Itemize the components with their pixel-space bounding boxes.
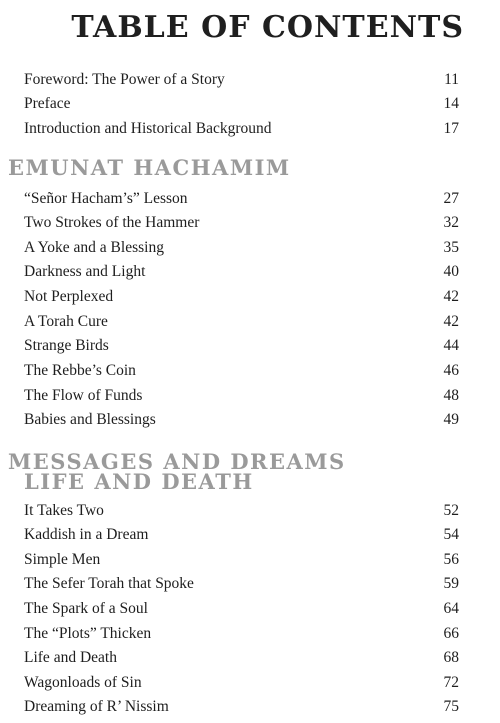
toc-entry[interactable] — [24, 384, 459, 408]
toc-entry[interactable] — [24, 572, 459, 596]
toc-entry-page: 14 — [443, 95, 459, 112]
toc-entry[interactable] — [24, 334, 459, 358]
toc-entry-title: It Takes Two — [24, 502, 104, 519]
toc-entry-page: 59 — [443, 575, 459, 592]
toc-entry-title: The Flow of Funds — [24, 387, 143, 404]
toc-entry-title: Darkness and Light — [24, 263, 146, 280]
toc-entry-title: Kaddish in a Dream — [24, 526, 149, 543]
section-heading: EMUNAT HACHAMIM — [8, 155, 291, 180]
toc-entry-page: 64 — [443, 600, 459, 617]
toc-entry-title: Two Strokes of the Hammer — [24, 214, 200, 231]
toc-entry-title: Introduction and Historical Background — [24, 120, 272, 137]
toc-entry[interactable] — [24, 523, 459, 547]
toc-entry-page: 32 — [443, 214, 459, 231]
toc-entry-page: 52 — [443, 502, 459, 519]
toc-entry[interactable] — [24, 499, 459, 523]
toc-entry[interactable] — [24, 359, 459, 383]
toc-entry-page: 11 — [444, 71, 459, 88]
toc-entry-title: Strange Birds — [24, 337, 109, 354]
toc-entry[interactable] — [24, 597, 459, 621]
toc-entry-page: 17 — [443, 120, 459, 137]
toc-entry-title: “Señor Hacham’s” Lesson — [24, 190, 188, 207]
toc-entry[interactable] — [24, 695, 459, 719]
toc-entry[interactable] — [24, 92, 459, 116]
toc-entry-page: 44 — [443, 337, 459, 354]
toc-entry[interactable] — [24, 260, 459, 284]
toc-entry[interactable] — [24, 236, 459, 260]
toc-entry-page: 42 — [443, 288, 459, 305]
toc-entry-page: 49 — [443, 411, 459, 428]
toc-entry-page: 56 — [443, 551, 459, 568]
toc-entry-title: Dreaming of R’ Nissim — [24, 698, 169, 715]
toc-entry[interactable] — [24, 310, 459, 334]
toc-entry-page: 27 — [443, 190, 459, 207]
toc-entry-page: 54 — [443, 526, 459, 543]
section-subheading: LIFE AND DEATH — [24, 469, 254, 494]
toc-entry[interactable] — [24, 285, 459, 309]
toc-entry[interactable] — [24, 408, 459, 432]
page-title: TABLE OF CONTENTS — [71, 10, 464, 45]
toc-entry-page: 35 — [443, 239, 459, 256]
toc-entry-title: The “Plots” Thicken — [24, 625, 152, 642]
toc-entry-title: The Rebbe’s Coin — [24, 362, 136, 379]
toc-entry-page: 42 — [443, 313, 459, 330]
toc-entry[interactable] — [24, 548, 459, 572]
toc-entry-title: The Sefer Torah that Spoke — [24, 575, 194, 592]
toc-entry-title: Life and Death — [24, 649, 117, 666]
toc-entry[interactable] — [24, 211, 459, 235]
toc-entry[interactable] — [24, 187, 459, 211]
section-heading: MESSAGES AND DREAMS — [8, 449, 346, 474]
toc-entry-page: 40 — [443, 263, 459, 280]
toc-entry-title: Foreword: The Power of a Story — [24, 71, 225, 88]
toc-entry-page: 68 — [443, 649, 459, 666]
toc-entry[interactable] — [24, 117, 459, 141]
toc-entry-page: 48 — [443, 387, 459, 404]
toc-entry-title: Preface — [24, 95, 71, 112]
toc-entry-page: 46 — [443, 362, 459, 379]
toc-entry[interactable] — [24, 671, 459, 695]
toc-entry-title: Simple Men — [24, 551, 101, 568]
toc-entry[interactable] — [24, 68, 459, 92]
toc-entry[interactable] — [24, 646, 459, 670]
toc-entry-page: 66 — [443, 625, 459, 642]
toc-entry-page: 75 — [443, 698, 459, 715]
toc-entry-page: 72 — [443, 674, 459, 691]
toc-entry-title: A Yoke and a Blessing — [24, 239, 164, 256]
toc-entry-title: Not Perplexed — [24, 288, 114, 305]
toc-entry-title: A Torah Cure — [24, 313, 108, 330]
toc-entry[interactable] — [24, 622, 459, 646]
toc-entry-title: Babies and Blessings — [24, 411, 156, 428]
toc-entry-title: The Spark of a Soul — [24, 600, 148, 617]
toc-entry-title: Wagonloads of Sin — [24, 674, 142, 691]
